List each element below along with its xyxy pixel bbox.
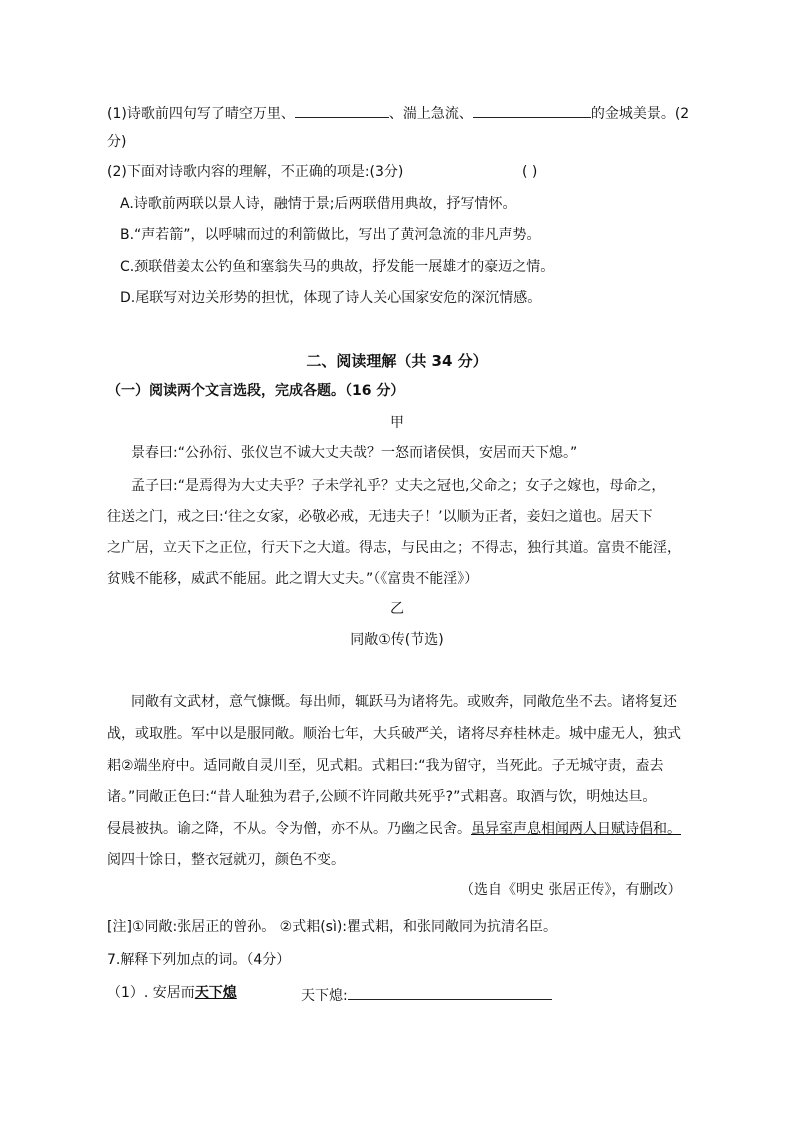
yi-line-5 [107,819,681,839]
jia-heading: 甲 [390,415,404,431]
q7-item-1-answer [301,983,552,1006]
jia-line-2: 往送之门，戒之曰:‘往之女家，必敬必戒，无违夫子！’以顺为正者，妾妇之道也。居天下 [107,509,653,525]
yi-title: 同敞①传(节选) [350,632,444,648]
q7-item-label: 天下熄: [301,988,348,1004]
yi-line-5-text: 侵晨被执。谕之降，不从。令为僧，亦不从。乃幽之民舍。 [107,821,471,837]
q1-blank-1[interactable] [295,101,389,118]
jia-line-3: 之广居，立天下之正位，行天下之大道。得志，与民由之；不得志，独行其道。富贵不能淫， [107,540,681,556]
yi-heading: 乙 [390,601,404,617]
q2-option-d: D.尾联写对边关形势的担忧，体现了诗人关心国家安危的深沉情感。 [120,290,542,306]
q1-cont: 分) [107,134,127,150]
yi-line-6: 阅四十馀日，整衣冠就刃，颜色不变。 [107,852,345,868]
yi-line-4: 诸。”同敞正色曰:“昔人耻独为君子,公顾不许同敞共死乎?”式耜喜。取酒与饮，明烛达旦。 [107,789,657,805]
q1-mid: 、湍上急流、 [388,106,473,122]
jia-line-1: 孟子曰:“是焉得为大丈夫乎？子未学礼乎？丈夫之冠也,父命之；女子之嫁也，母命之， [131,478,666,494]
q1-blank-2[interactable] [473,101,591,118]
yi-line-3: 耜②端坐府中。适同敞自灵川至，见式耜。式耜曰:“我为留守，当死此。子无城守责，盍去 [107,758,664,774]
yi-line-2: 战，或取胜。军中以是服同敞。顺治七年，大兵破严关，诸将尽弃桂林走。城中虚无人，独式 [107,726,681,742]
yi-underlined-sentence: 虽异室声息相闻两人日赋诗倡和。 [471,821,681,837]
q2-prompt: (2)下面对诗歌内容的理解，不正确的项是:(3分) [107,164,404,180]
q7-answer-blank[interactable] [348,983,552,1000]
q7-item-prefix: （1）. 安居而 [107,985,195,1001]
section-subtitle: （一）阅读两个文言选段，完成各题。（16 分） [107,383,405,399]
section-title: 二、阅读理解（共 34 分） [306,352,488,370]
q7-prompt: 7.解释下列加点的词。（4分） [107,952,291,968]
q1-suffix: 的金城美景。(2 [590,106,690,122]
yi-source: （选自《明史 张居正传》，有删改） [460,882,682,898]
jia-paragraph-1: 景春曰:“公孙衍、张仪岂不诚大丈夫哉？一怒而诸侯惧，安居而天下熄。” [131,445,578,461]
q2-option-c: C.颈联借姜太公钓鱼和塞翁失马的典故，抒发能一展雄才的豪迈之情。 [120,259,555,275]
yi-line-1: 同敞有文武材，意气慷慨。每出师，辄跃马为诸将先。或败奔，同敞危坐不去。诸将复还 [131,694,677,710]
footnote: [注]①同敞:张居正的曾孙。 ②式耜(sì):瞿式耜，和张同敞同为抗清名臣。 [107,919,558,935]
q2-option-b: B.“声若箭”，以呼啸而过的利箭做比，写出了黄河急流的非凡声势。 [120,227,541,243]
q2-answer-paren[interactable]: ( ) [522,164,538,180]
q1-line [107,101,689,124]
q2-option-a: A.诗歌前两联以景人诗，融情于景;后两联借用典故，抒写情怀。 [120,196,517,212]
jia-line-4: 贫贱不能移，威武不能屈。此之谓大丈夫。”（《富贵不能淫》） [107,571,479,587]
q1-prefix: (1)诗歌前四句写了晴空万里、 [107,106,295,122]
q7-item-1 [107,983,237,1003]
q7-dotted-word: 天下熄 [194,985,237,1001]
